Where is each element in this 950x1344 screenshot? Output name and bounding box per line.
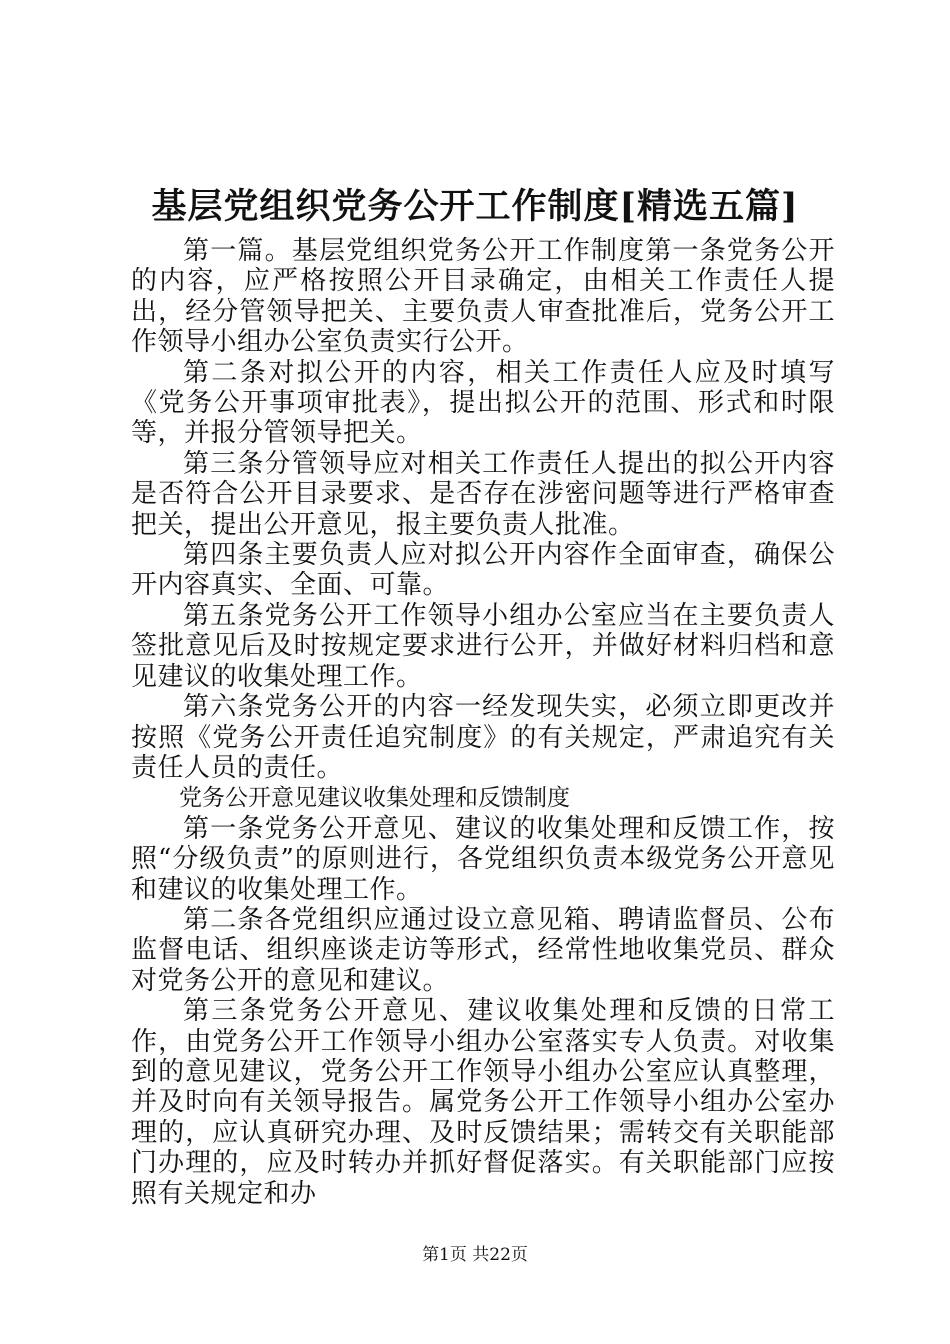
page-number-footer: 第1页 共22页 <box>422 1245 528 1265</box>
document-title: 基层党组织党务公开工作制度[精选五篇] <box>151 186 799 227</box>
paragraph: 第二条各党组织应通过设立意见箱、聘请监督员、公布监督电话、组织座谈走访等形式，经常性地收集党员、群众对党务公开的意见和建议。 <box>131 904 835 996</box>
section-subheading: 党务公开意见建议收集处理和反馈制度 <box>179 785 570 812</box>
paragraph: 第三条党务公开意见、建议收集处理和反馈的日常工作，由党务公开工作领导小组办公室落实专人负责。对收集到的意见建议，党务公开工作领导小组办公室应认真整理，并及时向有关领导报告。属党务公开工作领导小组办公室办理的，应认真研究办理、及时反馈结果；需转交有关职能部门办理的，应及时转办并抓好督促落实。有关职能部门应按照有关规定和办 <box>131 996 835 1209</box>
paragraph: 第一篇。基层党组织党务公开工作制度第一条党务公开的内容，应严格按照公开目录确定，由相关工作责任人提出，经分管领导把关、主要负责人审查批准后，党务公开工作领导小组办公室负责实行公开。 <box>131 236 835 358</box>
paragraph: 第二条对拟公开的内容，相关工作责任人应及时填写《党务公开事项审批表》，提出拟公开的范围、形式和时限等，并报分管领导把关。 <box>131 357 835 449</box>
paragraph: 第六条党务公开的内容一经发现失实，必须立即更改并按照《党务公开责任追究制度》的有关规定，严肃追究有关责任人员的责任。 <box>131 692 835 783</box>
paragraph: 第一条党务公开意见、建议的收集处理和反馈工作，按照“分级负责”的原则进行，各党组织负责本级党务公开意见和建议的收集处理工作。 <box>131 813 835 905</box>
document-body <box>131 236 835 1209</box>
paragraph: 第三条分管领导应对相关工作责任人提出的拟公开内容是否符合公开目录要求、是否存在涉密问题等进行严格审查把关，提出公开意见，报主要负责人批准。 <box>131 448 835 540</box>
paragraph: 第四条主要负责人应对拟公开内容作全面审查，确保公开内容真实、全面、可靠。 <box>131 540 835 601</box>
paragraph: 第五条党务公开工作领导小组办公室应当在主要负责人签批意见后及时按规定要求进行公开，并做好材料归档和意见建议的收集处理工作。 <box>131 600 835 692</box>
